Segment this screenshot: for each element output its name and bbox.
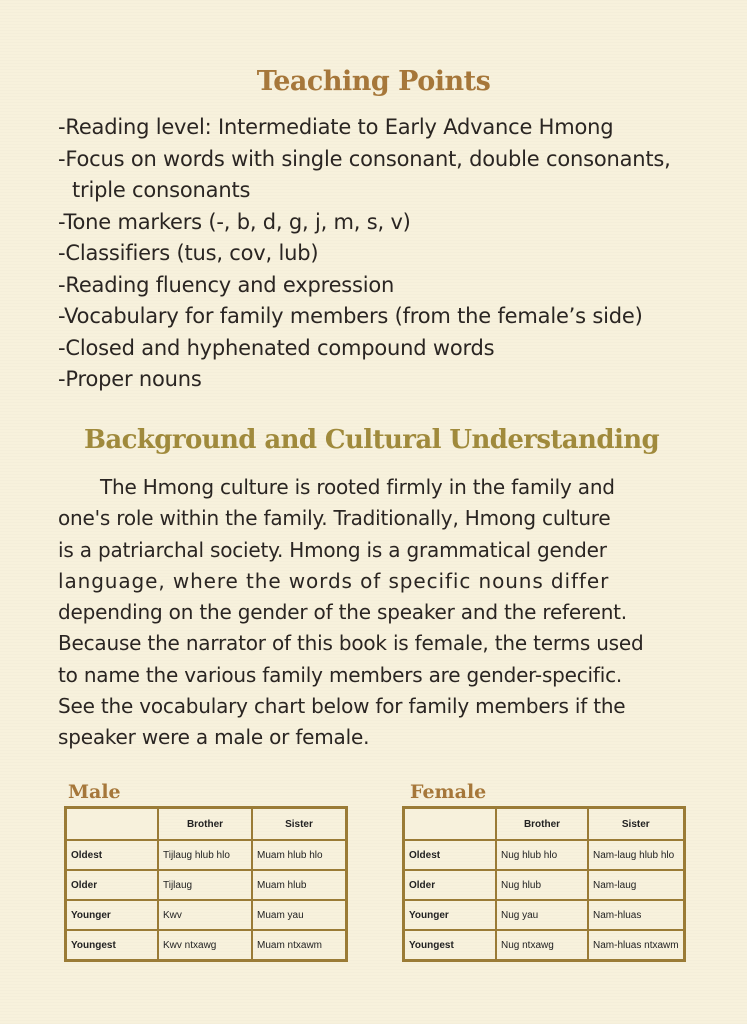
table-row <box>66 870 347 900</box>
paragraph-line: language, where the words of specific nouns differ <box>58 568 610 593</box>
table-row <box>66 840 347 870</box>
cell-sister: Muam ntxawm <box>252 930 347 961</box>
teaching-point: -Closed and hyphenated compound words <box>58 335 495 360</box>
teaching-point: -Proper nouns <box>58 367 202 391</box>
cell-sister: Nam-hluas <box>588 900 684 930</box>
female-vocabulary-table <box>402 806 686 962</box>
teaching-point: -Tone markers (-, b, d, g, j, m, s, v) <box>58 209 411 234</box>
table-row <box>404 930 685 961</box>
paragraph-line: one's role within the family. Traditionally, Hmong culture <box>58 506 611 531</box>
paragraph-line: depending on the gender of the speaker and the referent. <box>58 600 627 625</box>
row-label: Older <box>404 870 497 900</box>
teaching-point: -Classifiers (tus, cov, lub) <box>58 241 319 265</box>
paragraph-line: speaker were a male or female. <box>58 725 370 750</box>
cell-sister: Nam-hluas ntxawm <box>588 930 684 961</box>
row-label: Youngest <box>66 930 159 961</box>
row-label: Younger <box>66 900 159 930</box>
cell-sister: Muam hlub <box>252 870 347 900</box>
teaching-point: -Reading fluency and expression <box>58 272 395 297</box>
row-label: Older <box>66 870 159 900</box>
cell-brother: Nug hlub hlo <box>496 840 588 870</box>
male-label-line1: Male <box>68 781 121 803</box>
teaching-points-title: Teaching Points <box>256 66 491 97</box>
header-brother: Brother <box>158 808 252 841</box>
cell-brother: Kwv ntxawg <box>158 930 252 961</box>
teaching-point-continuation: triple consonants <box>72 178 251 202</box>
table-row <box>404 870 685 900</box>
table-header-row <box>66 808 347 841</box>
cell-sister: Nam-laug <box>588 870 684 900</box>
paragraph-line: See the vocabulary chart below for family members if the <box>58 694 626 719</box>
row-label: Oldest <box>66 840 159 870</box>
teaching-point: -Reading level: Intermediate to Early Advance Hmong <box>58 115 614 139</box>
background-paragraph <box>58 472 698 754</box>
cell-brother: Kwv <box>158 900 252 930</box>
table-row <box>66 930 347 961</box>
paragraph-line: is a patriarchal society. Hmong is a grammatical gender <box>58 537 607 562</box>
paragraph-line: The Hmong culture is rooted firmly in the family and <box>100 475 615 499</box>
header-brother: Brother <box>496 808 588 841</box>
cell-brother: Nug ntxawg <box>496 930 588 961</box>
cell-sister: Muam hlub hlo <box>252 840 347 870</box>
cell-brother: Tijlaug <box>158 870 252 900</box>
paragraph-line: Because the narrator of this book is female, the terms used <box>58 631 644 656</box>
cell-brother: Nug hlub <box>496 870 588 900</box>
female-label-line1: Female <box>410 781 487 803</box>
row-label: Youngest <box>404 930 497 961</box>
header-sister: Sister <box>588 808 684 841</box>
paragraph-line: to name the various family members are gender-specific. <box>58 662 623 687</box>
background-title: Background and Cultural Understanding <box>84 425 660 455</box>
header-sister: Sister <box>252 808 347 841</box>
table-row <box>404 900 685 930</box>
table-row <box>404 840 685 870</box>
cell-sister: Muam yau <box>252 900 347 930</box>
teaching-point: -Vocabulary for family members (from the female’s side) <box>58 304 643 328</box>
cell-sister: Nam-laug hlub hlo <box>588 840 684 870</box>
row-label: Younger <box>404 900 497 930</box>
table-corner <box>404 808 497 841</box>
teaching-points-list <box>58 112 671 396</box>
teaching-point: -Focus on words with single consonant, double consonants, <box>58 146 671 171</box>
cell-brother: Nug yau <box>496 900 588 930</box>
table-header-row <box>404 808 685 841</box>
cell-brother: Tijlaug hlub hlo <box>158 840 252 870</box>
table-row <box>66 900 347 930</box>
male-vocabulary-table <box>64 806 348 962</box>
table-corner <box>66 808 159 841</box>
row-label: Oldest <box>404 840 497 870</box>
